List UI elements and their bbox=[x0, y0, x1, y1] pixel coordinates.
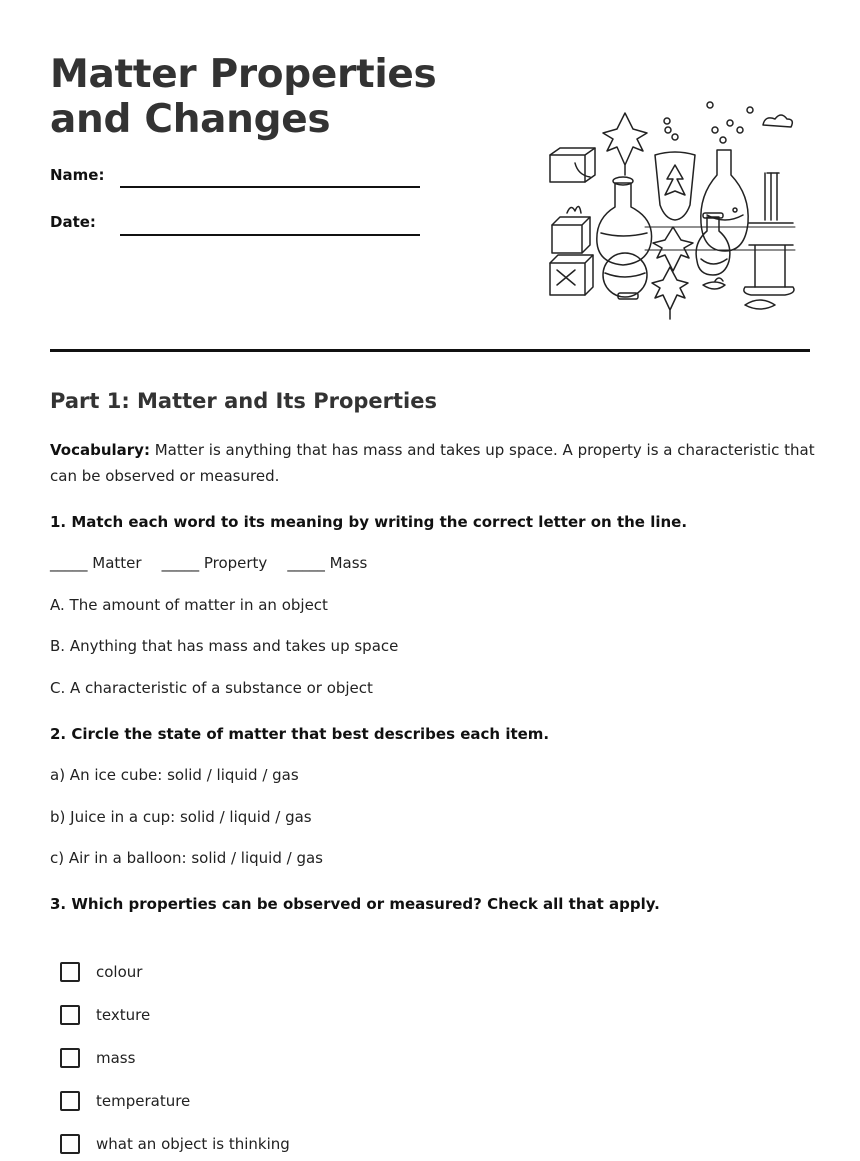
check-label: texture bbox=[96, 1006, 151, 1024]
page-title: Matter Properties and Changes bbox=[50, 52, 437, 142]
magnifier-icon bbox=[745, 300, 775, 309]
question-3-prompt: 3. Which properties can be observed or measured? Check all that apply. bbox=[50, 895, 660, 913]
cloud-icon bbox=[763, 115, 792, 127]
checkbox[interactable] bbox=[60, 962, 80, 982]
checkbox[interactable] bbox=[60, 1134, 80, 1154]
state-item-a[interactable]: a) An ice cube: solid / liquid / gas bbox=[50, 766, 299, 784]
part1-heading: Part 1: Matter and Its Properties bbox=[50, 389, 437, 413]
vocabulary-paragraph bbox=[50, 437, 815, 489]
checkbox[interactable] bbox=[60, 1048, 80, 1068]
question-1-prompt: 1. Match each word to its meaning by writing the correct letter on the line. bbox=[50, 513, 688, 531]
state-item-c[interactable]: c) Air in a balloon: solid / liquid / gas bbox=[50, 849, 323, 867]
check-option-mass[interactable] bbox=[60, 1046, 135, 1070]
beaker-icon bbox=[655, 152, 695, 220]
maple-leaf-icon bbox=[603, 113, 647, 175]
vocabulary-text: Matter is anything that has mass and takes up space. A property is a characteristic that can be observed or measured. bbox=[50, 441, 815, 485]
match-word-mass[interactable]: _____ Mass bbox=[287, 554, 368, 572]
match-word-property[interactable]: _____ Property bbox=[161, 554, 268, 572]
check-label: what an object is thinking bbox=[96, 1135, 290, 1153]
check-label: mass bbox=[96, 1049, 136, 1067]
vocabulary-label: Vocabulary: bbox=[50, 441, 150, 459]
question-2-prompt: 2. Circle the state of matter that best describes each item. bbox=[50, 725, 550, 743]
state-item-b[interactable]: b) Juice in a cup: solid / liquid / gas bbox=[50, 808, 312, 826]
check-option-texture[interactable] bbox=[60, 1003, 150, 1027]
match-word-matter[interactable]: _____ Matter bbox=[50, 554, 142, 572]
ice-cube-icon bbox=[552, 206, 590, 253]
name-label: Name: bbox=[50, 166, 105, 184]
date-field[interactable] bbox=[120, 234, 420, 236]
flask-icon bbox=[597, 177, 652, 265]
name-field[interactable] bbox=[120, 186, 420, 188]
check-label: colour bbox=[96, 963, 143, 981]
check-option-colour[interactable] bbox=[60, 960, 142, 984]
check-label: temperature bbox=[96, 1092, 191, 1110]
date-label: Date: bbox=[50, 213, 96, 231]
checkbox[interactable] bbox=[60, 1005, 80, 1025]
science-lab-illustration bbox=[545, 95, 805, 325]
cube-stack-icon bbox=[550, 255, 593, 295]
match-words bbox=[50, 554, 387, 572]
maple-leaf-icon bbox=[652, 267, 688, 319]
checkbox[interactable] bbox=[60, 1091, 80, 1111]
check-option-temperature[interactable] bbox=[60, 1089, 190, 1113]
match-option-b: B. Anything that has mass and takes up space bbox=[50, 637, 399, 655]
match-option-c: C. A characteristic of a substance or object bbox=[50, 679, 373, 697]
sugar-cube-icon bbox=[550, 148, 595, 182]
check-option-thinking[interactable] bbox=[60, 1132, 290, 1156]
test-tube-rack-icon bbox=[744, 173, 794, 295]
section-divider bbox=[50, 349, 810, 352]
match-option-a: A. The amount of matter in an object bbox=[50, 596, 328, 614]
